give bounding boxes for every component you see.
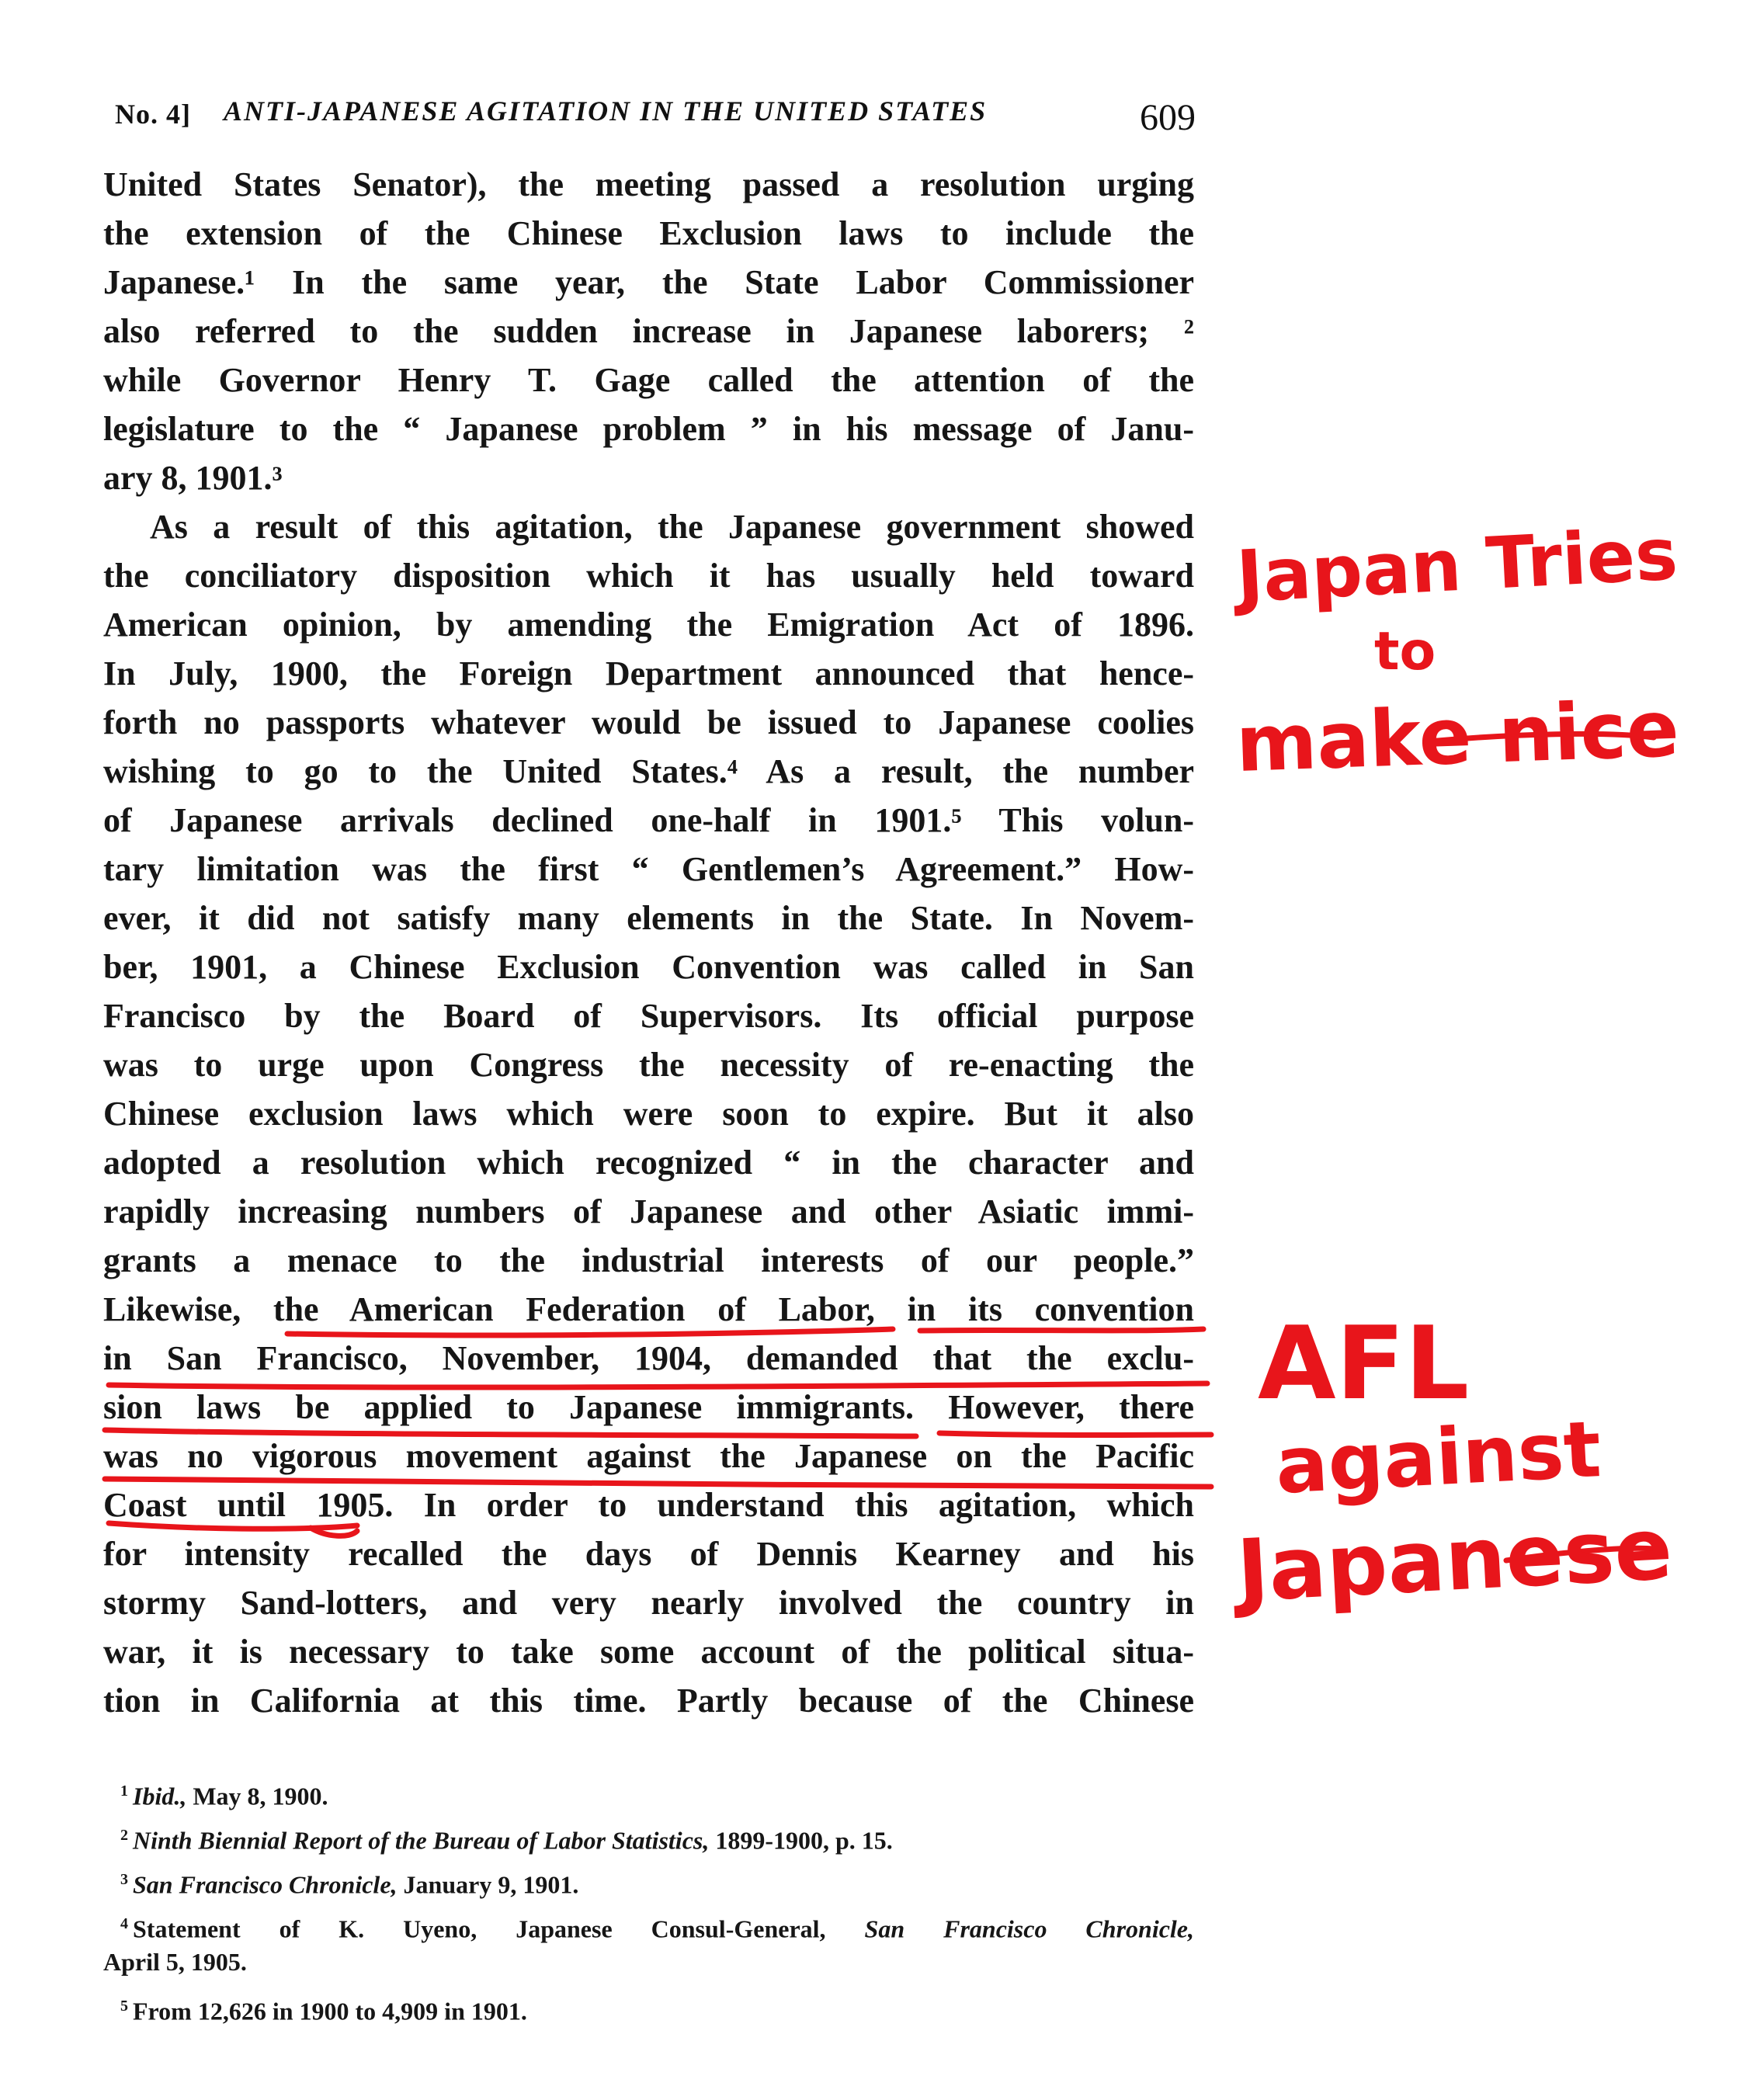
text-line: in San Francisco, November, 1904, demanded that the exclu-: [103, 1339, 1194, 1377]
text-line: ever, it did not satisfy many elements in the State. In Novem-: [103, 899, 1194, 937]
annotation-afl: AFL: [1258, 1304, 1470, 1422]
text-line: stormy Sand-lotters, and very nearly involved the country in: [103, 1584, 1194, 1622]
text-line: Coast until 1905. In order to understand this agitation, which: [103, 1486, 1194, 1524]
text-line: ary 8, 1901.³: [103, 459, 283, 497]
annotation-japanese: Japanese: [1234, 1498, 1675, 1621]
text-line: the conciliatory disposition which it has usually held toward: [103, 557, 1194, 595]
running-title: ANTI-JAPANESE AGITATION IN THE UNITED STATES: [224, 95, 988, 127]
annotation-to: to: [1374, 621, 1436, 682]
text-line: sion laws be applied to Japanese immigrants. However, there: [103, 1388, 1194, 1426]
text-line: rapidly increasing numbers of Japanese and other Asiatic immi-: [103, 1192, 1194, 1230]
text-line: while Governor Henry T. Gage called the attention of the: [103, 361, 1194, 399]
footnote-5: $^5$ From 12,626 in 1900 to 4,909 in 1901.: [120, 1997, 527, 2025]
text-line: forth no passports whatever would be issued to Japanese coolies: [103, 703, 1194, 741]
text-line: of Japanese arrivals declined one-half in 1901.⁵ This volun-: [103, 801, 1194, 839]
underline-6: [105, 1479, 1211, 1487]
text-line: was to urge upon Congress the necessity of re-enacting the: [103, 1046, 1194, 1084]
text-line: the extension of the Chinese Exclusion laws to include the: [103, 214, 1194, 252]
underline-1: [287, 1329, 893, 1335]
text-line: adopted a resolution which recognized “ in the character and: [103, 1144, 1194, 1182]
text-line: ber, 1901, a Chinese Exclusion Convention was called in San: [103, 948, 1194, 986]
text-line: was no vigorous movement against the Japanese on the Pacific: [103, 1437, 1194, 1475]
text-line: American opinion, by amending the Emigration Act of 1896.: [103, 606, 1194, 644]
underline-3: [109, 1383, 1207, 1387]
annotation-against: against: [1273, 1404, 1603, 1512]
text-line: As a result of this agitation, the Japanese government showed: [150, 508, 1194, 546]
text-line: legislature to the “ Japanese problem ” in his message of Janu-: [103, 410, 1194, 448]
footnote-3: $^3$ San Francisco Chronicle, January 9, 1901.: [120, 1870, 579, 1899]
page-number: 609: [1140, 97, 1196, 138]
text-line: tary limitation was the first “ Gentlemen’s Agreement.” How-: [103, 850, 1194, 888]
text-line: grants a menace to the industrial interests of our people.”: [103, 1241, 1194, 1279]
text-line: Likewise, the American Federation of Labor, in its convention: [103, 1290, 1194, 1328]
underline-7: [109, 1523, 357, 1529]
footnote-4-continued: April 5, 1905.: [103, 1948, 247, 1976]
underline-5: [939, 1433, 1211, 1435]
text-line: In July, 1900, the Foreign Department announced that hence-: [103, 654, 1194, 692]
text-line: Japanese.¹ In the same year, the State Labor Commissioner: [103, 263, 1194, 301]
underline-2: [920, 1329, 1203, 1331]
footnote-2: $^2$ Ninth Biennial Report of the Bureau of Labor Statistics, 1899-1900, p. 15.: [120, 1826, 893, 1855]
footnote-1: $^1$ Ibid., May 8, 1900.: [120, 1782, 328, 1810]
text-line: Chinese exclusion laws which were soon to expire. But it also: [103, 1095, 1194, 1133]
annotation-make-nice: make nice: [1234, 683, 1681, 790]
text-line: Francisco by the Board of Supervisors. Its official purpose: [103, 997, 1194, 1035]
issue-number: No. 4]: [115, 99, 191, 130]
annotation-japan-tries: Japan Tries: [1234, 512, 1680, 619]
text-line: for intensity recalled the days of Dennis Kearney and his: [103, 1535, 1194, 1573]
footnote-4: $^4$ Statement of K. Uyeno, Japanese Consul-General, San Francisco Chronicle,: [120, 1914, 1195, 1943]
text-line: also referred to the sudden increase in Japanese laborers; ²: [103, 312, 1194, 350]
text-line: war, it is necessary to take some account of the political situa-: [103, 1633, 1194, 1671]
underline-4: [105, 1430, 916, 1436]
text-line: wishing to go to the United States.⁴ As a result, the number: [103, 752, 1194, 790]
text-line: United States Senator), the meeting passed a resolution urging: [103, 165, 1194, 203]
text-line: tion in California at this time. Partly because of the Chinese: [103, 1682, 1194, 1720]
